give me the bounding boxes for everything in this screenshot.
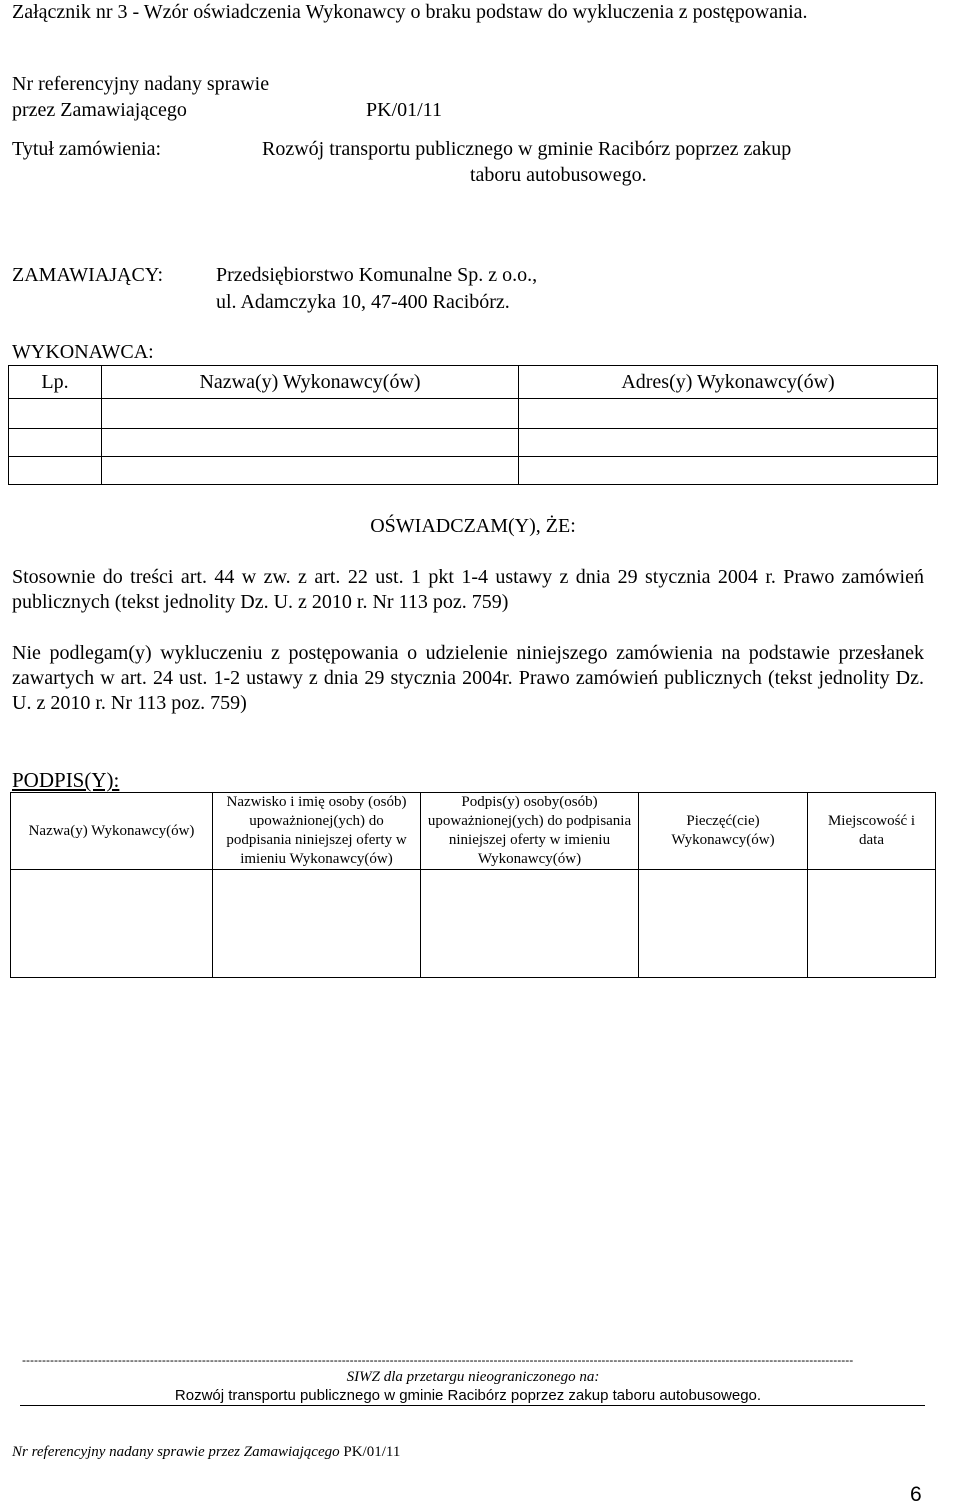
sig-header-pieczec: Pieczęć(cie) Wykonawcy(ów) xyxy=(639,793,808,870)
cell-adres[interactable] xyxy=(519,457,938,485)
cell-nazwa[interactable] xyxy=(102,457,519,485)
ref-line-2: przez Zamawiającego xyxy=(12,99,187,121)
declaration-paragraph-1: Stosownie do treści art. 44 w zw. z art. 22 ust. 1 pkt 1-4 ustawy z dnia 29 stycznia 2004 r. Prawo zamówień publicznych (tekst jednolity Dz. U. z 2010 r. Nr 113 poz. 759) xyxy=(12,566,924,613)
page-number: 6 xyxy=(910,1483,922,1506)
footer-ref-value: PK/01/11 xyxy=(343,1444,401,1460)
wykonawca-table xyxy=(8,365,938,485)
header-adres: Adres(y) Wykonawcy(ów) xyxy=(519,366,938,399)
cell-lp[interactable] xyxy=(9,457,102,485)
signature-row xyxy=(11,870,936,978)
cell-lp[interactable] xyxy=(9,399,102,429)
table-row xyxy=(9,429,938,457)
title-value-1: Rozwój transportu publicznego w gminie Racibórz poprzez zakup xyxy=(262,138,792,160)
signature-table-header xyxy=(11,793,936,870)
cell-nazwa[interactable] xyxy=(102,429,519,457)
sig-cell-pieczec[interactable] xyxy=(639,870,808,978)
sig-cell-data[interactable] xyxy=(808,870,936,978)
sig-header-podpis: Podpis(y) osoby(osób) upoważnionej(ych) do podpisania niniejszej oferty w imieniu Wykonawcy(ów) xyxy=(421,793,639,870)
sig-cell-osoba[interactable] xyxy=(213,870,421,978)
header-lp: Lp. xyxy=(9,366,102,399)
title-value-2: taboru autobusowego. xyxy=(470,164,647,186)
footer-dashed-line: ---------------------------------------------------------------------------------------------------------------------------------------------------------------------------------------------------------------- xyxy=(22,1353,854,1367)
ref-value: PK/01/11 xyxy=(366,99,442,121)
footer-siwz: SIWZ dla przetargu nieograniczonego na: xyxy=(346,1369,600,1385)
document-title: Załącznik nr 3 - Wzór oświadczenia Wykonawcy o braku podstaw do wykluczenia z postępowania. xyxy=(12,1,808,23)
footer-subject: Rozwój transportu publicznego w gminie Racibórz poprzez zakup taboru autobusowego. xyxy=(174,1387,762,1404)
sig-header-data-text: Miejscowość i data xyxy=(827,813,916,848)
table-row xyxy=(9,399,938,429)
title-label: Tytuł zamówienia: xyxy=(12,138,162,160)
ref-line-1: Nr referencyjny nadany sprawie xyxy=(12,73,270,95)
cell-nazwa[interactable] xyxy=(102,399,519,429)
zamawiajacy-label: ZAMAWIAJĄCY: xyxy=(12,264,163,286)
sig-cell-nazwa[interactable] xyxy=(11,870,213,978)
declaration-heading: OŚWIADCZAM(Y), ŻE: xyxy=(370,515,576,537)
wykonawca-label: WYKONAWCA: xyxy=(12,341,154,363)
wykonawca-table-header xyxy=(9,366,938,399)
sig-cell-podpis[interactable] xyxy=(421,870,639,978)
signature-label: PODPIS(Y): xyxy=(12,768,120,792)
footer-divider xyxy=(20,1405,925,1406)
declaration-paragraph-2: Nie podlegam(y) wykluczeniu z postępowania o udzielenie niniejszego zamówienia na podstawie przesłanek zawartych w art. 24 ust. 1-2 ustawy z dnia 29 stycznia 2004r. Prawo zamówień publicznych (tekst jednolity Dz. U. z 2010 r. Nr 113 poz. 759) xyxy=(12,642,924,714)
zamawiajacy-address: ul. Adamczyka 10, 47-400 Racibórz. xyxy=(216,291,510,313)
cell-lp[interactable] xyxy=(9,429,102,457)
footer-ref xyxy=(12,1444,400,1461)
table-row xyxy=(9,457,938,485)
cell-adres[interactable] xyxy=(519,429,938,457)
sig-header-nazwa: Nazwa(y) Wykonawcy(ów) xyxy=(11,793,213,870)
header-nazwa: Nazwa(y) Wykonawcy(ów) xyxy=(102,366,519,399)
sig-header-data xyxy=(808,793,936,870)
cell-adres[interactable] xyxy=(519,399,938,429)
sig-header-osoba: Nazwisko i imię osoby (osób) upoważnionej(ych) do podpisania niniejszej oferty w imieniu Wykonawcy(ów) xyxy=(213,793,421,870)
signature-table xyxy=(10,792,936,978)
footer-ref-text: Nr referencyjny nadany sprawie przez Zamawiającego xyxy=(12,1444,340,1460)
zamawiajacy-name: Przedsiębiorstwo Komunalne Sp. z o.o., xyxy=(216,264,538,286)
